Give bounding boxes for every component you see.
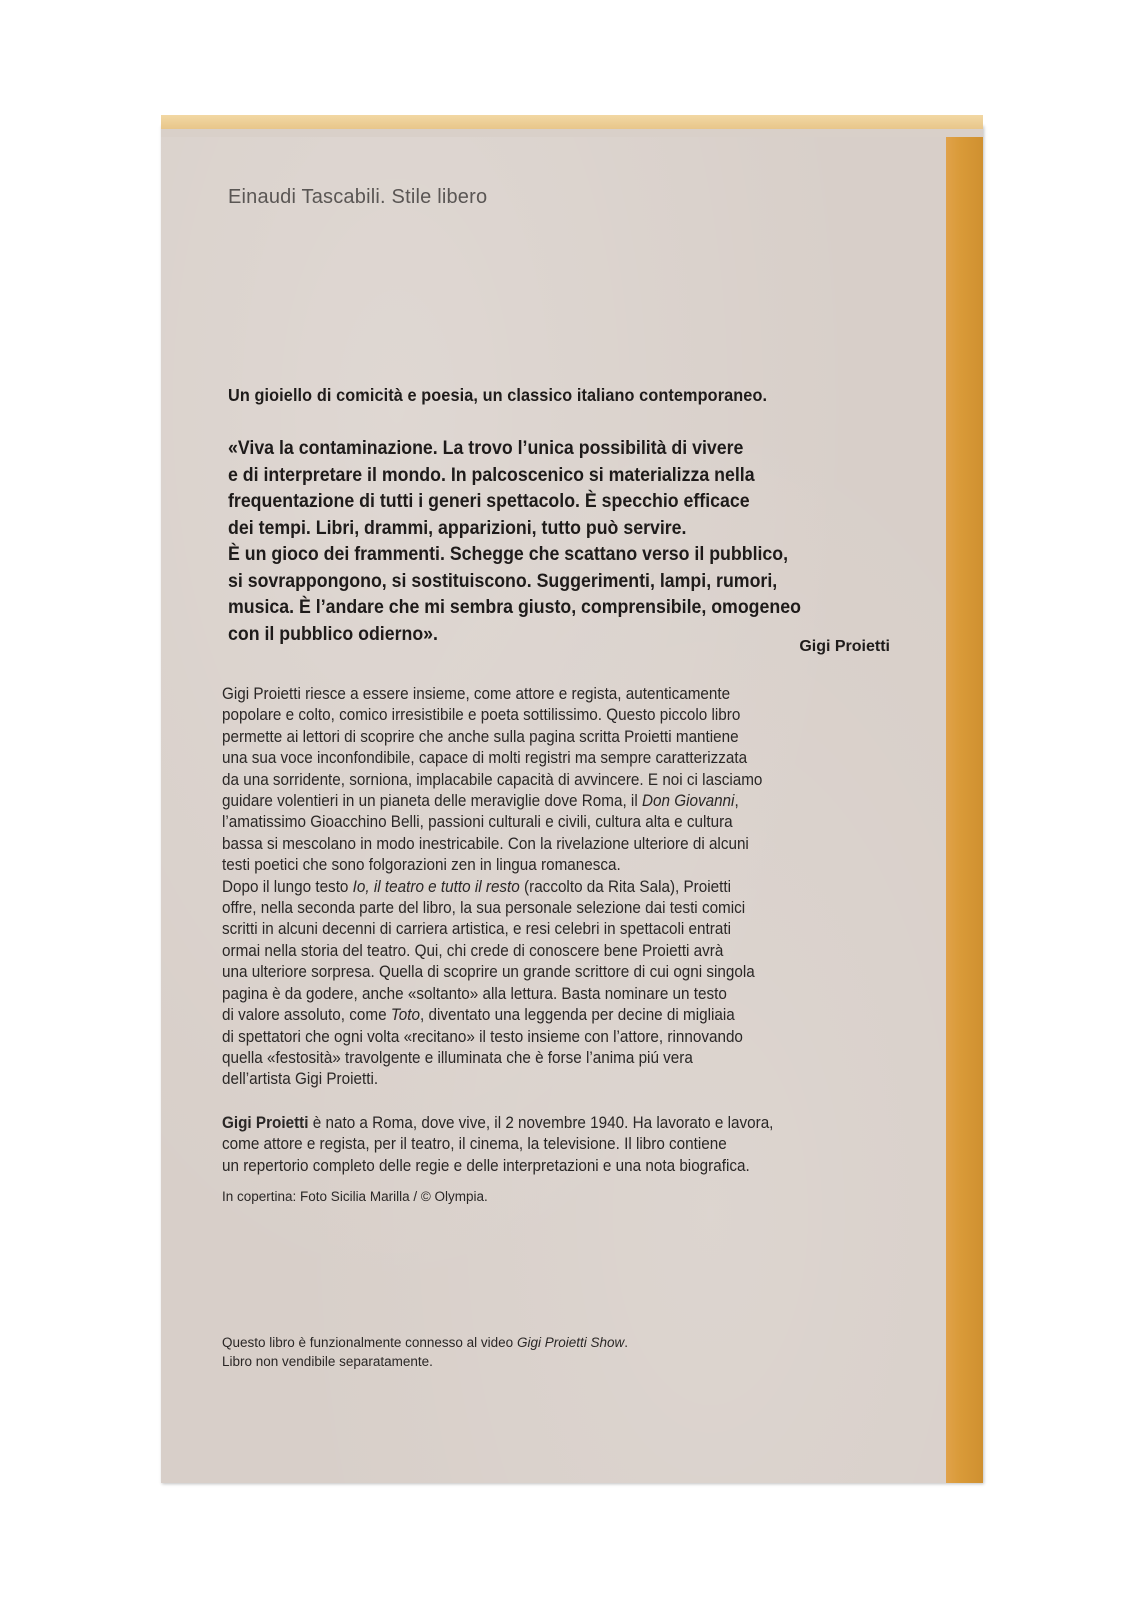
sale-note bbox=[222, 1333, 628, 1371]
quote-line: si sovrappongono, si sostituiscono. Suggerimenti, lampi, rumori, bbox=[228, 569, 778, 592]
body-line bbox=[222, 877, 907, 898]
note-line: Libro non vendibile separatamente. bbox=[222, 1354, 433, 1369]
body-line: testi poetici che sono folgorazioni zen in lingua romanesca. bbox=[222, 856, 621, 875]
body-line: popolare e colto, comico irresistibile e poeta sottilissimo. Questo piccolo libro bbox=[222, 706, 741, 725]
book-spine bbox=[946, 137, 983, 1483]
body-line: pagina è da godere, anche «soltanto» alla lettura. Basta nominare un testo bbox=[222, 984, 727, 1003]
quote-line: musica. È l’andare che mi sembra giusto, comprensibile, omogeneo bbox=[228, 596, 801, 618]
body-line: Gigi Proietti riesce a essere insieme, come attore e regista, autenticamente bbox=[222, 685, 731, 703]
body-line: scritti in alcuni decenni di carriera artistica, e resi celebri in spettacoli entrati bbox=[222, 920, 731, 939]
quote-block bbox=[228, 435, 883, 647]
video-title: Gigi Proietti Show bbox=[516, 1335, 625, 1350]
body-line: una sua voce inconfondibile, capace di molti registri ma sempre caratterizzata bbox=[222, 749, 748, 768]
description-paragraph bbox=[222, 684, 907, 1091]
quote-line: dei tempi. Libri, drammi, apparizioni, tutto può servire. bbox=[228, 516, 687, 539]
note-text: . bbox=[624, 1335, 628, 1350]
body-line: da una sorridente, sorniona, implacabile capacità di avvincere. E noi ci lasciamo bbox=[222, 770, 763, 789]
body-line bbox=[222, 1005, 907, 1026]
bio-line bbox=[222, 1113, 907, 1134]
quote-line: «Viva la contaminazione. La trovo l’unica possibilità di vivere bbox=[228, 437, 744, 459]
quote-line: frequentazione di tutti i generi spettacolo. È specchio efficace bbox=[228, 490, 750, 512]
body-text: , bbox=[734, 792, 739, 811]
body-line: di spettatori che ogni volta «recitano» il testo insieme con l’attore, rinnovando bbox=[222, 1027, 743, 1046]
body-line bbox=[222, 791, 907, 812]
work-title: Toto bbox=[390, 1006, 420, 1025]
body-line: dell’artista Gigi Proietti. bbox=[222, 1070, 379, 1089]
author-bio bbox=[222, 1113, 907, 1177]
quote-author: Gigi Proietti bbox=[799, 638, 890, 655]
work-title: Io, il teatro e tutto il resto bbox=[352, 877, 520, 896]
bio-line: un repertorio completo delle regie e delle interpretazioni e una nota biografica. bbox=[222, 1156, 750, 1175]
author-name: Gigi Proietti bbox=[222, 1114, 309, 1132]
quote-line: È un gioco dei frammenti. Schegge che scattano verso il pubblico, bbox=[228, 543, 789, 565]
cover-credit: In copertina: Foto Sicilia Marilla / © Olympia. bbox=[222, 1189, 488, 1204]
tagline: Un gioiello di comicità e poesia, un classico italiano contemporaneo. bbox=[228, 385, 768, 405]
bio-text: è nato a Roma, dove vive, il 2 novembre 1940. Ha lavorato e lavora, bbox=[308, 1114, 774, 1132]
body-text: di valore assoluto, come bbox=[222, 1006, 391, 1025]
body-text: , diventato una leggenda per decine di migliaia bbox=[419, 1006, 735, 1025]
body-line: l’amatissimo Gioacchino Belli, passioni culturali e civili, cultura alta e cultura bbox=[222, 813, 733, 832]
body-text: (raccolto da Rita Sala), Proietti bbox=[519, 877, 732, 896]
body-line: permette ai lettori di scoprire che anche sulla pagina scritta Proietti mantiene bbox=[222, 727, 739, 746]
bio-line: come attore e regista, per il teatro, il cinema, la televisione. Il libro contiene bbox=[222, 1135, 727, 1154]
body-text: guidare volentieri in un pianeta delle meraviglie dove Roma, il bbox=[222, 792, 642, 811]
quote-line: e di interpretare il mondo. In palcoscenico si materializza nella bbox=[228, 463, 755, 486]
body-line: quella «festosità» travolgente e illuminata che è forse l’anima piú vera bbox=[222, 1048, 693, 1067]
body-line: bassa si mescolano in modo inestricabile. Con la rivelazione ulteriore di alcuni bbox=[222, 834, 749, 853]
work-title: Don Giovanni bbox=[641, 792, 735, 811]
note-line bbox=[222, 1333, 628, 1352]
body-text: Dopo il lungo testo bbox=[222, 877, 353, 896]
book-top-edge bbox=[161, 115, 983, 129]
body-line: ormai nella storia del teatro. Qui, chi crede di conoscere bene Proietti avrà bbox=[222, 941, 724, 960]
body-line: offre, nella seconda parte del libro, la sua personale selezione dai testi comici bbox=[222, 899, 746, 918]
body-line: una ulteriore sorpresa. Quella di scoprire un grande scrittore di cui ogni singola bbox=[222, 963, 755, 982]
note-text: Questo libro è funzionalmente connesso al video bbox=[222, 1335, 517, 1350]
quote-line: con il pubblico odierno». bbox=[228, 622, 438, 645]
series-title: Einaudi Tascabili. Stile libero bbox=[228, 186, 488, 208]
